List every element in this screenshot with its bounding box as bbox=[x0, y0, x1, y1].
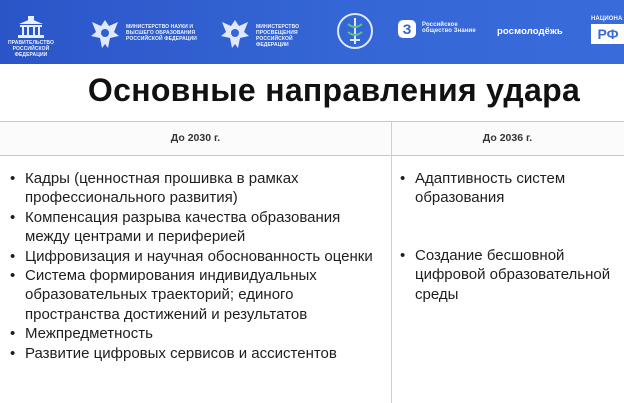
government-logo-text: ПРАВИТЕЛЬСТВО РОССИЙСКОЙ ФЕДЕРАЦИИ bbox=[8, 40, 54, 58]
list-item-text: Развитие цифровых сервисов и ассистентов bbox=[25, 344, 337, 362]
znanie-logo-text: Российское общество Знание bbox=[422, 22, 476, 34]
list-item-text: Система формирования индивидуальных образовательных траекторий; единого пространства достижений и результатов bbox=[25, 267, 317, 323]
rospotrebnadzor-logo bbox=[336, 12, 380, 57]
list-item-text: Цифровизация и научная обоснованность оценки bbox=[25, 247, 373, 265]
list-item-text: Межпредметность bbox=[25, 325, 153, 343]
list-2036 bbox=[398, 169, 618, 342]
list-item bbox=[8, 266, 383, 324]
list-item-text: Создание бесшовной цифровой образовательной среды bbox=[415, 246, 611, 303]
column-header-2036: До 2036 г. bbox=[482, 132, 533, 144]
government-logo bbox=[4, 16, 58, 58]
ministry-education-text: МИНИСТЕРСТВО ПРОСВЕЩЕНИЯ РОССИЙСКОЙ ФЕДЕРАЦИИ bbox=[256, 24, 300, 48]
bullet: • bbox=[10, 325, 16, 343]
list-item-text: Кадры (ценностная прошивка в рамках профессионального развития) bbox=[25, 170, 299, 207]
bullet: • bbox=[10, 208, 16, 226]
list-item bbox=[8, 324, 383, 343]
column-header-2030: До 2030 г. bbox=[170, 132, 221, 144]
partner-logo-bar bbox=[0, 0, 624, 64]
national-project-mark: РФ bbox=[591, 24, 624, 44]
list-item bbox=[8, 169, 383, 208]
column-divider bbox=[391, 121, 392, 403]
eagle-emblem-icon bbox=[218, 16, 252, 52]
list-item bbox=[8, 208, 383, 247]
rosmolodezh-logo: росмолодёжь bbox=[497, 26, 563, 37]
ministry-science-text: МИНИСТЕРСТВО НАУКИ И ВЫСШЕГО ОБРАЗОВАНИЯ РОССИЙСКОЙ ФЕДЕРАЦИИ bbox=[126, 24, 197, 42]
bullet: • bbox=[400, 246, 406, 264]
government-building-icon bbox=[16, 16, 46, 38]
list-item bbox=[398, 246, 618, 304]
list-item bbox=[398, 169, 618, 208]
rospotrebnadzor-emblem-icon bbox=[336, 12, 374, 52]
slide-title: Основные направления удара bbox=[87, 72, 581, 108]
table-header bbox=[0, 121, 624, 156]
eagle-emblem-icon bbox=[88, 16, 122, 52]
bullet: • bbox=[400, 170, 406, 187]
list-2030 bbox=[8, 169, 383, 363]
list-item bbox=[8, 247, 383, 266]
national-project-logo bbox=[591, 16, 624, 44]
bullet: • bbox=[10, 344, 16, 362]
bullet: • bbox=[10, 170, 16, 187]
list-item bbox=[8, 344, 383, 363]
list-item-text: Компенсация разрыва качества образования между центрами и периферией bbox=[25, 208, 341, 246]
bullet: • bbox=[10, 267, 16, 285]
bullet: • bbox=[10, 247, 16, 265]
list-item-text: Адаптивность систем образования bbox=[415, 170, 566, 207]
national-project-text: НАЦИОНА bbox=[591, 16, 623, 22]
znanie-mark-icon: З bbox=[398, 20, 416, 38]
